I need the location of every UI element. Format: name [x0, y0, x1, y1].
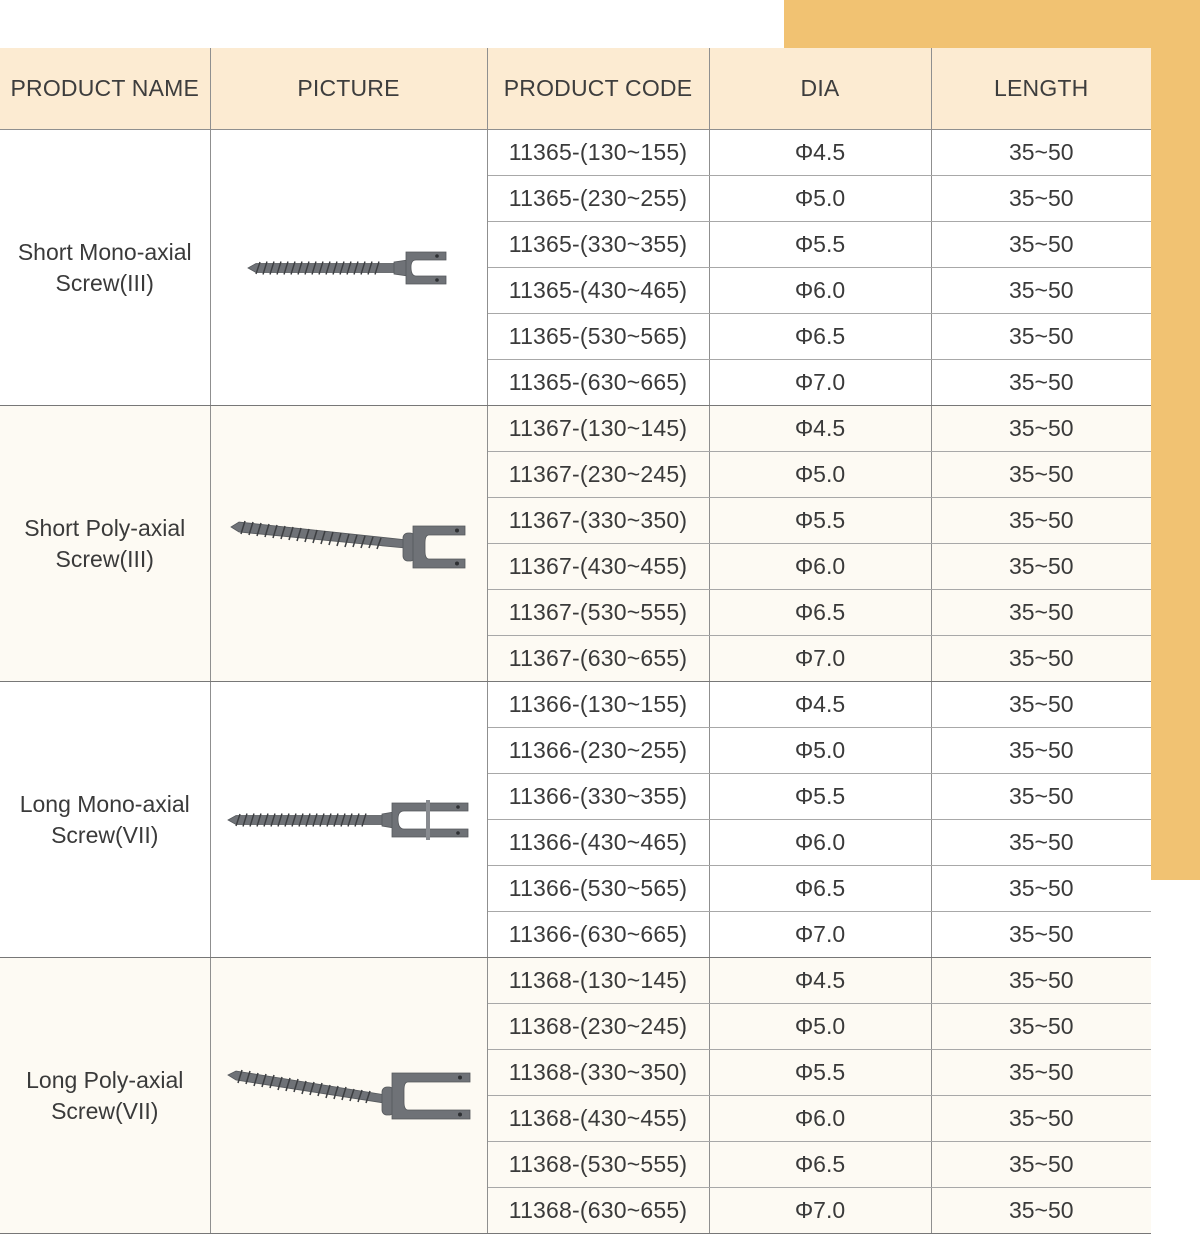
table-row [0, 406, 1151, 452]
product-dia: Φ6.0 [709, 544, 931, 590]
header-length: LENGTH [931, 48, 1151, 130]
header-product-code: PRODUCT CODE [487, 48, 709, 130]
product-length: 35~50 [931, 498, 1151, 544]
product-dia: Φ6.5 [709, 590, 931, 636]
product-dia: Φ6.5 [709, 866, 931, 912]
product-length: 35~50 [931, 958, 1151, 1004]
product-dia: Φ7.0 [709, 360, 931, 406]
short-mono-axial-screw-icon [246, 243, 452, 293]
product-dia: Φ6.0 [709, 268, 931, 314]
product-length: 35~50 [931, 682, 1151, 728]
product-dia: Φ4.5 [709, 130, 931, 176]
product-length: 35~50 [931, 1050, 1151, 1096]
product-code: 11366-(430~465) [487, 820, 709, 866]
product-length: 35~50 [931, 1004, 1151, 1050]
product-group [0, 406, 1151, 682]
product-picture [210, 406, 487, 682]
product-name-line: Screw(VII) [51, 821, 159, 848]
product-code: 11366-(330~355) [487, 774, 709, 820]
product-code: 11368-(630~655) [487, 1188, 709, 1234]
product-dia: Φ7.0 [709, 636, 931, 682]
product-length: 35~50 [931, 774, 1151, 820]
product-code: 11367-(530~555) [487, 590, 709, 636]
product-length: 35~50 [931, 406, 1151, 452]
product-code: 11366-(630~665) [487, 912, 709, 958]
product-code: 11366-(130~155) [487, 682, 709, 728]
product-code: 11365-(430~465) [487, 268, 709, 314]
product-length: 35~50 [931, 314, 1151, 360]
product-length: 35~50 [931, 222, 1151, 268]
header-product-name: PRODUCT NAME [0, 48, 210, 130]
product-code: 11366-(530~565) [487, 866, 709, 912]
product-code: 11365-(130~155) [487, 130, 709, 176]
product-dia: Φ5.0 [709, 176, 931, 222]
product-code: 11368-(130~145) [487, 958, 709, 1004]
product-code: 11367-(230~245) [487, 452, 709, 498]
product-length: 35~50 [931, 268, 1151, 314]
product-length: 35~50 [931, 590, 1151, 636]
product-code: 11368-(430~455) [487, 1096, 709, 1142]
product-code: 11365-(530~565) [487, 314, 709, 360]
product-length: 35~50 [931, 544, 1151, 590]
product-name-line: Short Mono-axial [17, 238, 192, 265]
product-length: 35~50 [931, 452, 1151, 498]
product-code: 11368-(530~555) [487, 1142, 709, 1188]
product-code: 11366-(230~255) [487, 728, 709, 774]
product-picture [210, 958, 487, 1234]
product-code: 11365-(230~255) [487, 176, 709, 222]
product-length: 35~50 [931, 636, 1151, 682]
product-dia: Φ5.5 [709, 498, 931, 544]
product-dia: Φ5.0 [709, 452, 931, 498]
short-poly-axial-screw-icon [229, 513, 469, 575]
product-length: 35~50 [931, 130, 1151, 176]
product-length: 35~50 [931, 728, 1151, 774]
header-dia: DIA [709, 48, 931, 130]
product-dia: Φ4.5 [709, 406, 931, 452]
product-name-line: Screw(III) [55, 545, 154, 572]
product-dia: Φ5.5 [709, 222, 931, 268]
product-code: 11367-(630~655) [487, 636, 709, 682]
product-code: 11365-(330~355) [487, 222, 709, 268]
product-length: 35~50 [931, 176, 1151, 222]
product-name-line: Screw(VII) [51, 1097, 159, 1124]
long-poly-axial-screw-icon [226, 1065, 472, 1127]
table-header-row [0, 48, 1151, 130]
header-picture: PICTURE [210, 48, 487, 130]
product-group [0, 130, 1151, 406]
product-dia: Φ6.5 [709, 314, 931, 360]
product-dia: Φ4.5 [709, 682, 931, 728]
product-name [0, 958, 210, 1234]
product-length: 35~50 [931, 866, 1151, 912]
product-picture [210, 130, 487, 406]
table-row [0, 958, 1151, 1004]
product-dia: Φ6.5 [709, 1142, 931, 1188]
product-dia: Φ4.5 [709, 958, 931, 1004]
product-dia: Φ5.0 [709, 728, 931, 774]
table-row [0, 130, 1151, 176]
product-name-line: Short Poly-axial [24, 514, 186, 541]
product-dia: Φ5.0 [709, 1004, 931, 1050]
product-name [0, 130, 210, 406]
product-picture [210, 682, 487, 958]
product-code: 11367-(430~455) [487, 544, 709, 590]
product-length: 35~50 [931, 1096, 1151, 1142]
product-dia: Φ7.0 [709, 912, 931, 958]
product-code: 11367-(330~350) [487, 498, 709, 544]
product-dia: Φ6.0 [709, 1096, 931, 1142]
product-dia: Φ6.0 [709, 820, 931, 866]
table-row [0, 682, 1151, 728]
product-name-line: Screw(III) [55, 269, 154, 296]
product-dia: Φ5.5 [709, 774, 931, 820]
product-name [0, 682, 210, 958]
product-table-container [0, 48, 1151, 1234]
product-length: 35~50 [931, 912, 1151, 958]
product-length: 35~50 [931, 1142, 1151, 1188]
product-name [0, 406, 210, 682]
product-length: 35~50 [931, 360, 1151, 406]
product-name-line: Long Poly-axial [26, 1066, 184, 1093]
product-length: 35~50 [931, 1188, 1151, 1234]
product-dia: Φ7.0 [709, 1188, 931, 1234]
product-group [0, 958, 1151, 1234]
long-mono-axial-screw-icon [226, 797, 472, 843]
product-code: 11368-(330~350) [487, 1050, 709, 1096]
product-code: 11368-(230~245) [487, 1004, 709, 1050]
product-table [0, 48, 1151, 1234]
product-dia: Φ5.5 [709, 1050, 931, 1096]
product-name-line: Long Mono-axial [19, 790, 190, 817]
product-code: 11365-(630~665) [487, 360, 709, 406]
product-code: 11367-(130~145) [487, 406, 709, 452]
product-length: 35~50 [931, 820, 1151, 866]
product-group [0, 682, 1151, 958]
